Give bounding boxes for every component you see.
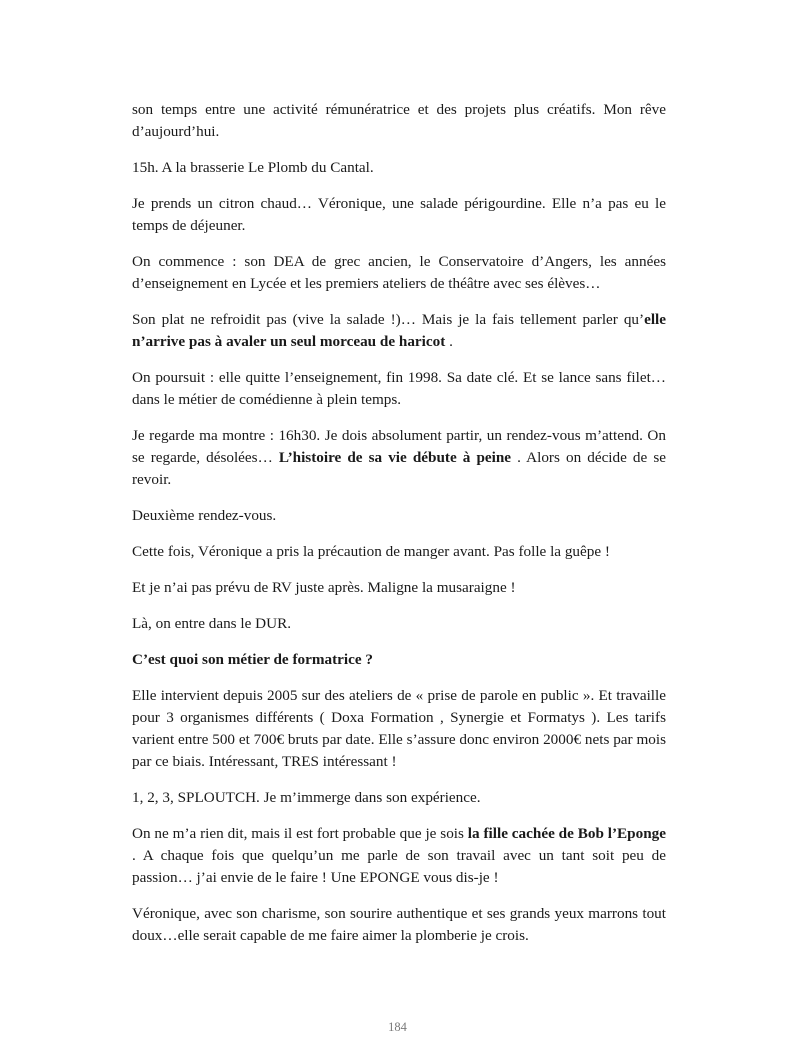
section-heading-text: C’est quoi son métier de formatrice ? (132, 651, 373, 668)
paragraph-sponge-emphasis: la fille cachée de Bob l’Eponge (467, 825, 666, 842)
paragraph-background: On commence : son DEA de grec ancien, le Conservatoire d’Angers, les années d’enseignement en Lycée et les premiers ateliers de théâtre avec ses élèves… (132, 253, 666, 292)
paragraph-plate-end: . (445, 333, 453, 350)
paragraph-time-location: 15h. A la brasserie Le Plomb du Cantal. (132, 159, 374, 176)
paragraph-charisma: Véronique, avec son charisme, son sourire authentique et ses grands yeux marrons tout doux…elle serait capable de me faire aimer la plomberie je crois. (132, 905, 666, 944)
paragraph-precaution: Cette fois, Véronique a pris la précaution de manger avant. Pas folle la guêpe ! (132, 543, 610, 560)
paragraph-second-meeting: Deuxième rendez-vous. (132, 507, 277, 524)
paragraph-plate (132, 309, 666, 353)
paragraph-career: On poursuit : elle quitte l’enseignement, fin 1998. Sa date clé. Et se lance sans filet…dans le métier de comédienne à plein temps. (132, 369, 666, 408)
paragraph-sponge-end: . A chaque fois que quelqu’un me parle de son travail avec un tant soit peu de passion… j’ai envie de le faire ! Une EPONGE vous dis-je ! (132, 847, 666, 886)
page-number: 184 (388, 1020, 407, 1034)
section-heading (132, 649, 666, 671)
paragraph-sponge (132, 823, 666, 889)
paragraph-1: son temps entre une activité rémunératrice et des projets plus créatifs. Mon rêve d’aujourd’hui. (132, 101, 666, 140)
paragraph-enter-hard: Là, on entre dans le DUR. (132, 615, 292, 632)
paragraph-splouch: 1, 2, 3, SPLOUTCH. Je m’immerge dans son expérience. (132, 789, 481, 806)
paragraph-watch-text: Je regarde ma montre : 16h30. Je dois absolument partir, un rendez-vous m’attend. On se regarde, désolées… (132, 427, 666, 466)
paragraph-plate-emphasis: elle n’arrive pas à avaler un seul morceau de haricot (132, 311, 666, 350)
document-body (132, 99, 666, 961)
paragraph-watch-emphasis: L’histoire de sa vie débute à peine (278, 449, 512, 466)
paragraph-plate-text: Son plat ne refroidit pas (vive la salade !)… Mais je la fais tellement parler qu’ (132, 311, 645, 328)
paragraph-sponge-text: On ne m’a rien dit, mais il est fort probable que je sois (132, 825, 468, 842)
paragraph-trainer: Elle intervient depuis 2005 sur des ateliers de « prise de parole en public ». Et travaille pour 3 organismes différents ( Doxa Formation , Synergie et Formatys ). Les tarifs varient entre 500 et 700€ bruts par date. Elle s’assure donc environ 2000€ nets par mois par ce biais. Intéressant, TRES intéressant ! (132, 687, 666, 770)
paragraph-watch-end: . Alors on décide de se revoir. (132, 449, 666, 488)
paragraph-order: Je prends un citron chaud… Véronique, une salade périgourdine. Elle n’a pas eu le temps de déjeuner. (132, 195, 666, 234)
paragraph-no-appointment: Et je n’ai pas prévu de RV juste après. Maligne la musaraigne ! (132, 579, 516, 596)
paragraph-watch (132, 425, 666, 491)
